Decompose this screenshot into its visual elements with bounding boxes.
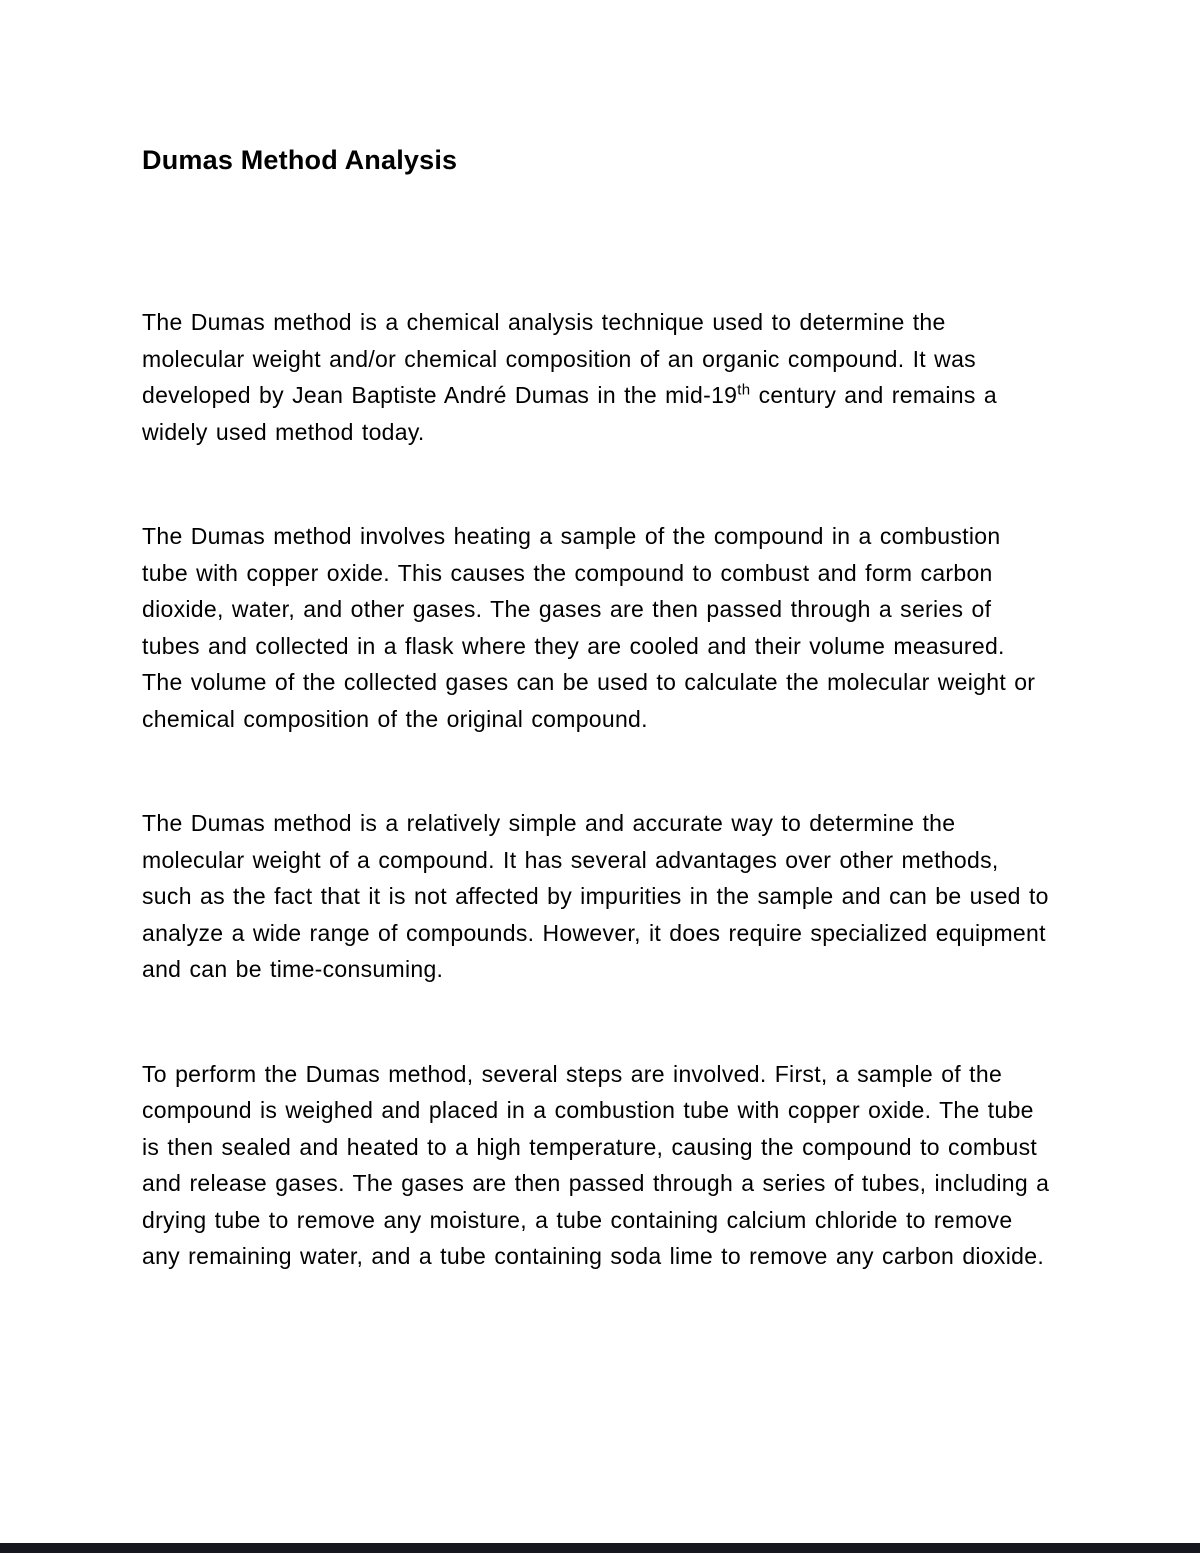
document-title: Dumas Method Analysis bbox=[142, 145, 458, 175]
intro-text-after-superscript: century and remains a widely used method today. bbox=[142, 382, 997, 445]
bottom-edge-bar bbox=[0, 1543, 1200, 1553]
ordinal-superscript: th bbox=[737, 381, 751, 399]
body-paragraph-method-description: The Dumas method involves heating a sample of the compound in a combustion tube with copper oxide. This causes the compound to combust and form carbon dioxide, water, and other gases. The gases are then passed through a series of tubes and collected in a flask where they are cooled and their volume measured. The volume of the collected gases can be used to calculate the molecular weight or chemical composition of the original compound. bbox=[142, 523, 1036, 732]
intro-text-before-superscript: The Dumas method is a chemical analysis technique used to determine the molecular weight and/or chemical composition of an organic compound. It was developed by Jean Baptiste André Dumas in the mid-19 bbox=[142, 309, 976, 408]
body-paragraph-advantages: The Dumas method is a relatively simple and accurate way to determine the molecular weight of a compound. It has several advantages over other methods, such as the fact that it is not affected by impurities in the sample and can be used to analyze a wide range of compounds. However, it does require specialized equipment and can be time-consuming. bbox=[142, 810, 1049, 982]
intro-paragraph bbox=[142, 304, 1052, 450]
body-paragraph-procedure-steps: To perform the Dumas method, several steps are involved. First, a sample of the compound is weighed and placed in a combustion tube with copper oxide. The tube is then sealed and heated to a high temperature, causing the compound to combust and release gases. The gases are then passed through a series of tubes, including a drying tube to remove any moisture, a tube containing calcium chloride to remove any remaining water, and a tube containing soda lime to remove any carbon dioxide. bbox=[142, 1060, 1050, 1269]
